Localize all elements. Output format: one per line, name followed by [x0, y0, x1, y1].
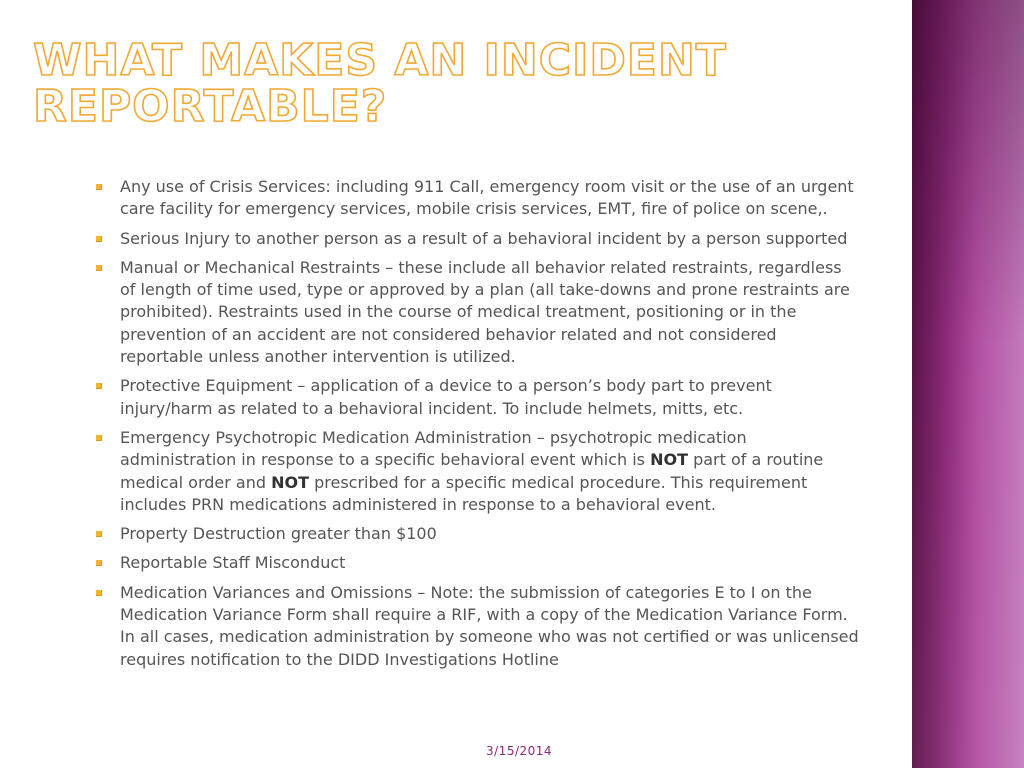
slide-title [33, 35, 733, 132]
bullet-square-icon [96, 265, 102, 271]
bullet-square-icon [96, 236, 102, 242]
bullet-square-icon [96, 560, 102, 566]
bullet-text: Property Destruction greater than $100 [120, 524, 437, 544]
bullet-text: Medication Variances and Omissions – Note: the submission of categories E to I on the Medication Variance Form shall require a RIF, with a copy of the Medication Variance Form. In all cases, medication administration by someone who was not certified or was unlicensed requires notification to the DIDD Investigations Hotline [120, 582, 859, 669]
bullet-text-part-1: Emergency Psychotropic Medication Administration – psychotropic medication administration in response to a specific behavioral event which is [120, 427, 747, 470]
bullet-square-icon [96, 531, 102, 537]
bullet-text: Any use of Crisis Services: including 911 Call, emergency room visit or the use of an urgent care facility for emergency services, mobile crisis services, EMT, fire of police on scene,. [120, 177, 854, 219]
bullet-emphasis-not: NOT [650, 450, 688, 470]
bullet-text: Manual or Mechanical Restraints – these include all behavior related restraints, regardless of length of time used, type or approved by a plan (all take-downs and prone restraints are prohibited). Restraints used in the course of medical treatment, positioning or in the prevention of an accident are not considered behavior related and not considered reportable unless another intervention is utilized. [120, 257, 850, 367]
bullet-item-protective-equipment [92, 375, 862, 420]
bullet-text-part-2: part of a routine medical order and [120, 450, 824, 492]
bullet-list [92, 176, 862, 671]
bullet-item-emergency-medication [92, 427, 862, 516]
bullet-square-icon [96, 590, 102, 596]
slide-title-line-2: REPORTABLE? [33, 81, 388, 132]
bullet-text: Serious Injury to another person as a result of a behavioral incident by a person supported [120, 228, 848, 248]
bullet-text: Reportable Staff Misconduct [120, 553, 346, 573]
bullet-content [92, 176, 862, 678]
bullet-square-icon [96, 435, 102, 441]
bullet-item-medication-variances [92, 582, 862, 671]
bullet-square-icon [96, 383, 102, 389]
bullet-text: Protective Equipment – application of a device to a person’s body part to prevent injury/harm as related to a behavioral incident. To include helmets, mitts, etc. [120, 376, 772, 418]
decorative-side-band [912, 0, 1024, 768]
bullet-emphasis-not: NOT [271, 472, 310, 492]
bullet-item-crisis-services [92, 176, 862, 221]
bullet-item-property-destruction [92, 523, 862, 545]
bullet-text-part-3: prescribed for a specific medical procedure. This requirement includes PRN medications administered in response to a behavioral event. [120, 472, 808, 514]
bullet-item-staff-misconduct [92, 552, 862, 574]
bullet-item-serious-injury [92, 228, 862, 250]
bullet-square-icon [96, 184, 102, 190]
slide-date: 3/15/2014 [486, 744, 553, 758]
bullet-item-restraints [92, 257, 862, 368]
slide-title-line-1: WHAT MAKES AN INCIDENT [33, 35, 727, 86]
